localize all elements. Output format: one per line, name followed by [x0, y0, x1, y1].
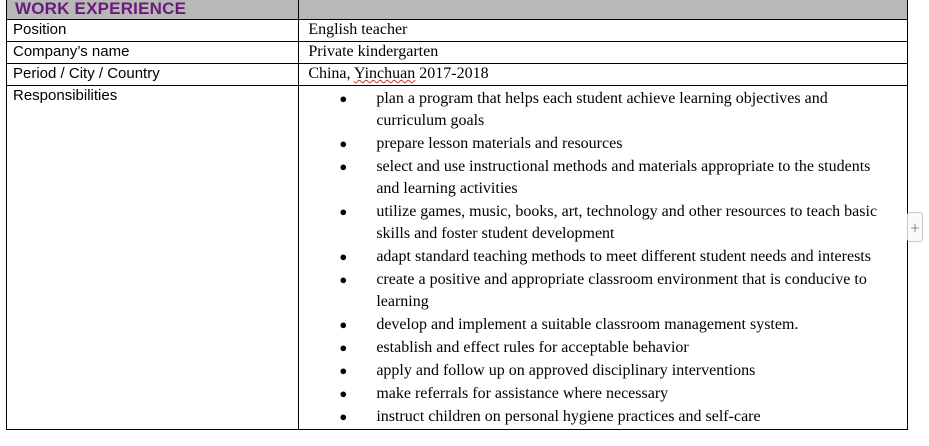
position-label: Position	[13, 21, 67, 38]
responsibility-item	[299, 360, 907, 382]
responsibility-text: instruct children on personal hygiene practices and self-care	[376, 408, 761, 425]
bullet-icon: ●	[339, 317, 348, 332]
responsibility-text: select and use instructional methods and materials appropriate to the students and learning activities	[376, 158, 871, 197]
responsibilities-row	[7, 86, 908, 430]
bullet-icon: ●	[339, 340, 348, 355]
responsibility-text: develop and implement a suitable classroom management system.	[376, 316, 799, 333]
responsibility-item	[299, 269, 907, 313]
bullet-icon: ●	[339, 386, 348, 401]
bullet-icon: ●	[339, 249, 348, 264]
company-label: Company’s name	[13, 43, 130, 60]
responsibilities-list	[299, 86, 907, 428]
bullet-icon: ●	[339, 159, 348, 174]
position-row	[7, 20, 908, 42]
section-title: WORK EXPERIENCE	[15, 0, 187, 18]
bullet-icon: ●	[339, 272, 348, 287]
bullet-icon: ●	[339, 91, 348, 106]
responsibility-item	[299, 156, 907, 200]
responsibility-text: prepare lesson materials and resources	[376, 135, 623, 152]
bullet-icon: ●	[339, 409, 348, 424]
responsibility-text: establish and effect rules for acceptable behavior	[376, 339, 689, 356]
period-country: China,	[308, 65, 354, 82]
section-header-empty-cell	[299, 0, 908, 20]
period-row	[7, 64, 908, 86]
responsibility-text: create a positive and appropriate classroom environment that is conducive to learning	[376, 271, 867, 310]
responsibilities-label: Responsibilities	[13, 87, 118, 104]
responsibility-item	[299, 314, 907, 336]
period-city-spellcheck: Yinchuan	[353, 65, 416, 82]
add-row-tab[interactable]: +	[907, 212, 923, 242]
responsibility-item	[299, 406, 907, 428]
bullet-icon: ●	[339, 136, 348, 151]
responsibility-text: adapt standard teaching methods to meet different student needs and interests	[376, 248, 871, 265]
responsibility-text: utilize games, music, books, art, technology and other resources to teach basic skills and foster student development	[376, 203, 878, 242]
position-value: English teacher	[308, 21, 408, 38]
section-header-row	[7, 0, 908, 20]
responsibility-text: apply and follow up on approved disciplinary interventions	[376, 362, 756, 379]
company-row	[7, 42, 908, 64]
responsibility-item	[299, 88, 907, 132]
responsibility-item	[299, 337, 907, 359]
company-value: Private kindergarten	[308, 43, 439, 60]
period-label: Period / City / Country	[13, 65, 160, 82]
responsibility-text: make referrals for assistance where necessary	[376, 385, 669, 402]
responsibility-item	[299, 201, 907, 245]
responsibility-item	[299, 383, 907, 405]
period-value	[299, 64, 907, 84]
bullet-icon: ●	[339, 204, 348, 219]
period-years: 2017-2018	[415, 65, 489, 82]
responsibility-item	[299, 246, 907, 268]
bullet-icon: ●	[339, 363, 348, 378]
work-experience-table	[6, 0, 908, 430]
responsibility-text: plan a program that helps each student achieve learning objectives and curriculum goals	[376, 90, 828, 129]
responsibility-item	[299, 133, 907, 155]
section-header-cell	[7, 0, 299, 20]
